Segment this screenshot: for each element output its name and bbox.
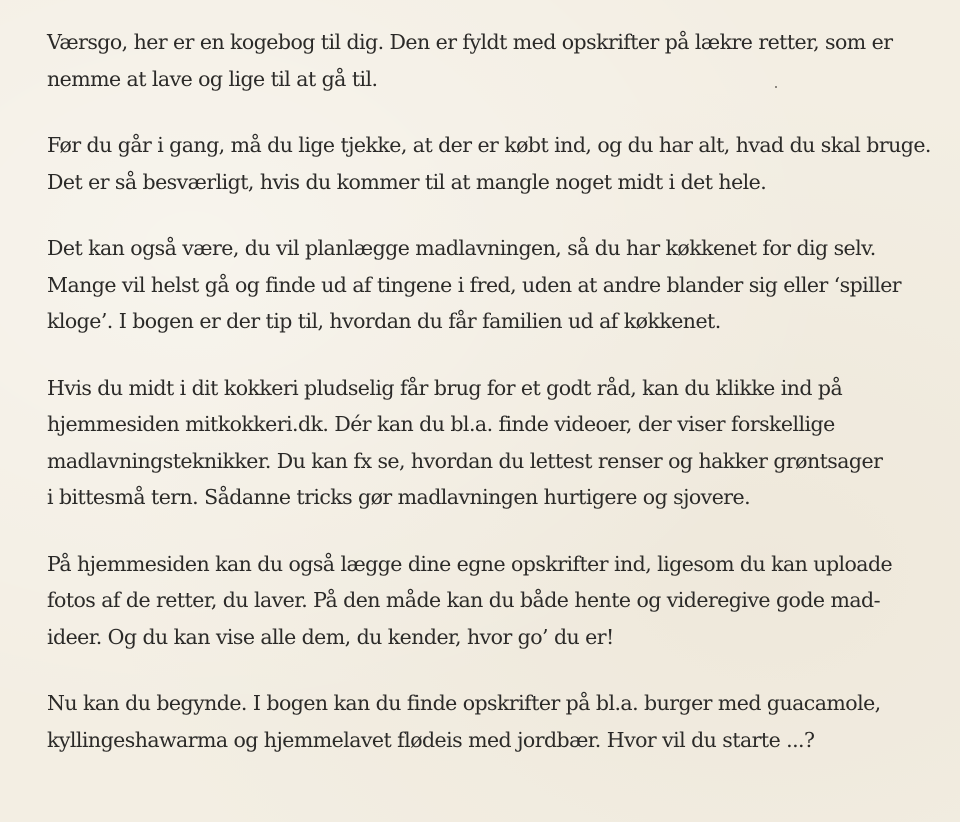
- text-line: Før du går i gang, må du lige tjekke, at der er købt ind, og du har alt, hvad du skal bruge.: [47, 133, 931, 157]
- paragraph-begin: [47, 685, 920, 758]
- text-line: På hjemmesiden kan du også lægge dine egne opskrifter ind, ligesom du kan uploade: [47, 551, 893, 576]
- text-line: Det kan også være, du vil planlægge madlavningen, så du har køkkenet for dig selv.: [47, 236, 876, 260]
- text-line: ideer. Og du kan vise alle dem, du kender, hvor go’ du er!: [47, 624, 614, 649]
- paragraph-planning: [47, 230, 920, 340]
- text-line: Mange vil helst gå og finde ud af tingene i fred, uden at andre blander sig eller ‘spiller: [47, 272, 902, 297]
- text-line: i bittesmå tern. Sådanne tricks gør madlavningen hurtigere og sjovere.: [47, 485, 751, 509]
- text-line: madlavningsteknikker. Du kan fx se, hvordan du lettest renser og hakker grøntsager: [47, 448, 883, 473]
- paragraph-shopping: [47, 127, 931, 200]
- paragraph-website: [47, 370, 920, 516]
- text-line: Værsgo, her er en kogebog til dig. Den er fyldt med opskrifter på lækre retter, som er: [47, 30, 893, 54]
- text-line: kloge’. I bogen er der tip til, hvordan du får familien ud af køkkenet.: [47, 309, 721, 333]
- text-line: hjemmesiden mitkokkeri.dk. Dér kan du bl.a. finde videoer, der viser forskellige: [47, 412, 835, 436]
- text-line: kyllingeshawarma og hjemmelavet flødeis med jordbær. Hvor vil du starte ...?: [47, 727, 815, 752]
- text-line: Hvis du midt i dit kokkeri pludselig får brug for et godt råd, kan du klikke ind på: [47, 375, 843, 400]
- text-line: fotos af de retter, du laver. På den måde kan du både hente og videregive gode mad-: [47, 588, 880, 612]
- paper-speck: [775, 86, 777, 88]
- paragraph-upload: [47, 546, 920, 656]
- text-line: nemme at lave og lige til at gå til.: [47, 66, 378, 91]
- paragraph-intro: [47, 24, 920, 97]
- text-line: Nu kan du begynde. I bogen kan du finde opskrifter på bl.a. burger med guacamole,: [47, 691, 881, 715]
- text-line: Det er så besværligt, hvis du kommer til at mangle noget midt i det hele.: [47, 169, 767, 194]
